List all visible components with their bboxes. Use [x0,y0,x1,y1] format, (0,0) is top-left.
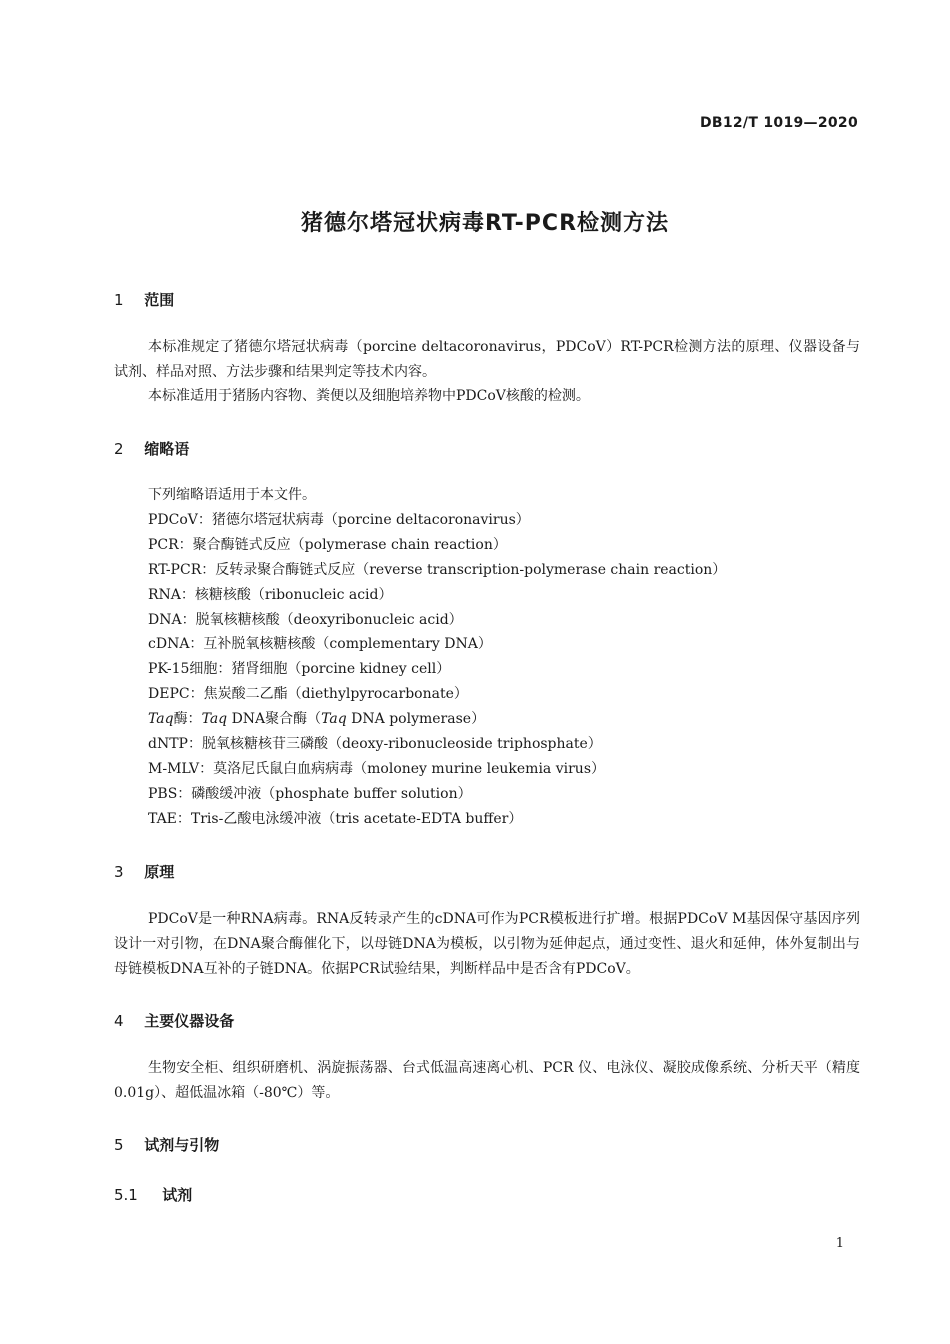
list-item: PCR：聚合酶链式反应（polymerase chain reaction） [148,536,507,553]
list-item-taq: Taq酶：Taq DNA聚合酶（Taq DNA polymerase） [148,711,486,728]
section-3-heading [114,861,174,882]
list-item: DNA：脱氧核糖核酸（deoxyribonucleic acid） [148,611,463,628]
list-item: RNA：核糖核酸（ribonucleic acid） [148,586,393,603]
section-5-heading [114,1134,219,1155]
page-number: 1 [835,1236,844,1251]
section-number: 5.1 [114,1186,138,1204]
principle-paragraph: PDCoV是一种RNA病毒。RNA反转录产生的cDNA可作为PCR模板进行扩增。根据PDCoV M基因保守基因序列设计一对引物，在DNA聚合酶催化下，以母链DNA为模板，以引物为延伸起点，通过变性、退火和延伸，体外复制出与母链模板DNA互补的子链DNA。依据PCR试验结果，判断样品中是否含有PDCoV。 [114,911,860,977]
section-number: 5 [114,1136,124,1154]
section-number: 1 [114,291,124,309]
section-title: 主要仪器设备 [144,1012,235,1030]
section-1-heading [114,289,174,310]
document-title: 猪德尔塔冠状病毒RT-PCR检测方法 [300,211,670,236]
section-5-1-heading [114,1184,192,1205]
section-number: 2 [114,440,124,458]
section-2-heading [114,438,189,459]
list-item: dNTP：脱氧核糖核苷三磷酸（deoxy-ribonucleoside triphosphate） [148,736,602,753]
list-item: cDNA：互补脱氧核糖核酸（complementary DNA） [148,636,492,653]
document-code: DB12/T 1019—2020 [699,115,858,131]
section-title: 原理 [144,863,175,881]
list-item: PK-15细胞：猪肾细胞（porcine kidney cell） [148,661,451,678]
section-title: 范围 [144,291,175,309]
list-item: TAE：Tris-乙酸电泳缓冲液（tris acetate-EDTA buffer） [148,810,523,827]
section-4-heading [114,1010,234,1031]
scope-paragraph-2: 本标准适用于猪肠内容物、粪便以及细胞培养物中PDCoV核酸的检测。 [148,388,590,404]
list-item: M-MLV：莫洛尼氏鼠白血病病毒（moloney murine leukemia virus） [148,760,606,777]
section-title: 试剂 [162,1186,193,1204]
list-item: PBS：磷酸缓冲液（phosphate buffer solution） [148,785,472,802]
scope-paragraph-1: 本标准规定了猪德尔塔冠状病毒（porcine deltacoronavirus，PDCoV）RT-PCR检测方法的原理、仪器设备与试剂、样品对照、方法步骤和结果判定等技术内容。 [114,339,860,380]
list-item: DEPC：焦炭酸二乙酯（diethylpyrocarbonate） [148,686,468,703]
abbreviation-intro: 下列缩略语适用于本文件。 [148,487,316,503]
list-item: RT-PCR：反转录聚合酶链式反应（reverse transcription-polymerase chain reaction） [148,561,727,578]
abbreviation-list [148,483,726,832]
section-title: 缩略语 [144,440,190,458]
section-number: 4 [114,1012,124,1030]
equipment-paragraph: 生物安全柜、组织研磨机、涡旋振荡器、台式低温高速离心机、PCR 仪、电泳仪、凝胶成像系统、分析天平（精度 0.01g）、超低温冰箱（-80℃）等。 [114,1060,860,1101]
section-number: 3 [114,863,124,881]
section-title: 试剂与引物 [144,1136,220,1154]
list-item: PDCoV：猪德尔塔冠状病毒（porcine deltacoronavirus） [148,511,530,528]
